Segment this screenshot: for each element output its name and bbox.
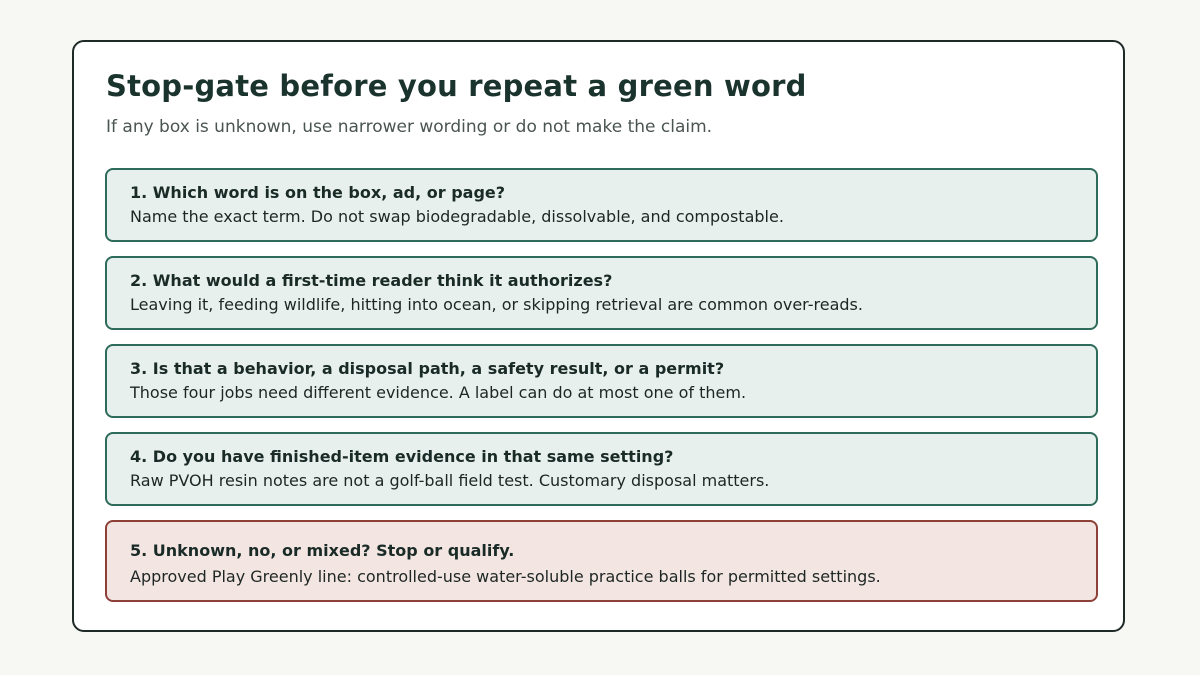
- step-3-heading: 3. Is that a behavior, a disposal path, a safety result, or a permit?: [130, 359, 725, 378]
- step-5-heading: 5. Unknown, no, or mixed? Stop or qualify.: [130, 541, 515, 560]
- step-4-box: [105, 432, 1098, 506]
- step-2-box: [105, 256, 1098, 330]
- page-subtitle: If any box is unknown, use narrower wording or do not make the claim.: [106, 117, 713, 137]
- step-2-body: Leaving it, feeding wildlife, hitting into ocean, or skipping retrieval are common over-reads.: [130, 295, 863, 314]
- step-3-body: Those four jobs need different evidence. A label can do at most one of them.: [130, 383, 747, 402]
- step-1-heading: 1. Which word is on the box, ad, or page?: [130, 183, 506, 202]
- step-5-body: Approved Play Greenly line: controlled-use water-soluble practice balls for permitted settings.: [130, 567, 881, 586]
- step-5-stop-box: [105, 520, 1098, 602]
- stop-gate-card: [72, 40, 1125, 632]
- step-1-body: Name the exact term. Do not swap biodegradable, dissolvable, and compostable.: [130, 207, 784, 226]
- step-4-body: Raw PVOH resin notes are not a golf-ball field test. Customary disposal matters.: [130, 471, 770, 490]
- step-2-heading: 2. What would a first-time reader think it authorizes?: [130, 271, 613, 290]
- step-1-box: [105, 168, 1098, 242]
- step-3-box: [105, 344, 1098, 418]
- page-title: Stop-gate before you repeat a green word: [106, 69, 807, 103]
- step-4-heading: 4. Do you have finished-item evidence in that same setting?: [130, 447, 674, 466]
